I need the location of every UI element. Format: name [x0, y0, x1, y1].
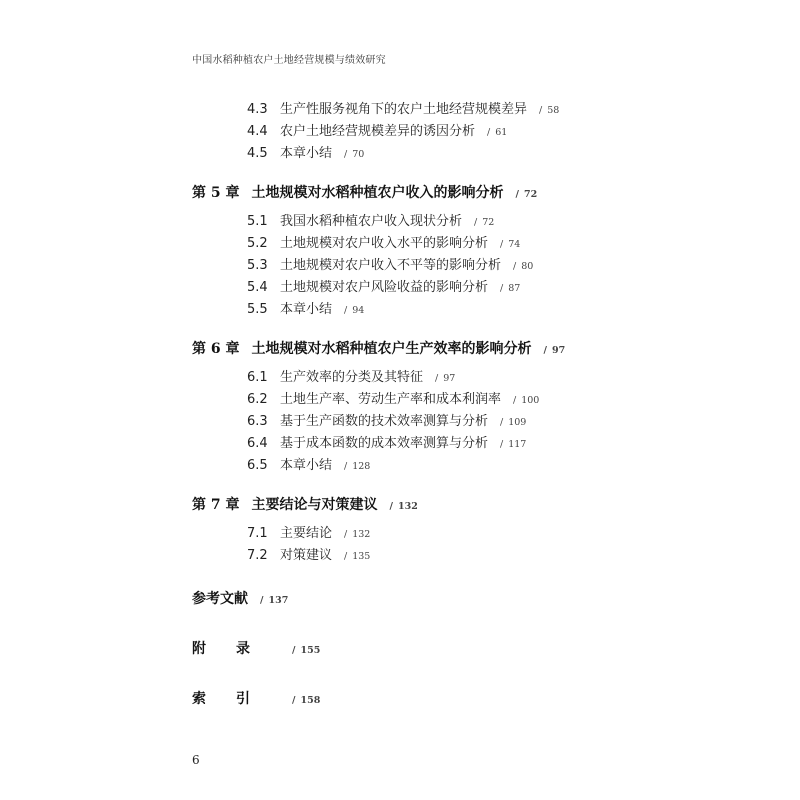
section-number: 7.1	[247, 526, 268, 541]
page-separator: /	[487, 127, 491, 138]
entry-page	[500, 239, 520, 250]
section-number: 4.4	[247, 124, 268, 139]
entry-page	[516, 189, 538, 200]
page-number-ref: 158	[300, 695, 321, 706]
toc-chapter-entry	[192, 184, 537, 204]
page-separator: /	[500, 439, 504, 450]
toc-chapter-entry	[192, 340, 565, 360]
page-separator: /	[435, 373, 439, 384]
entry-page	[260, 595, 288, 606]
toc-backmatter-entry	[192, 640, 320, 660]
entry-page	[292, 645, 320, 656]
section-number: 5.4	[247, 280, 268, 295]
toc-section-entry	[247, 257, 533, 276]
chapter-label: 第 6 章	[192, 341, 240, 357]
page-separator: /	[260, 595, 264, 606]
chapter-label: 第 7 章	[192, 497, 240, 513]
page-number-ref: 100	[521, 395, 540, 406]
page-number-ref: 128	[352, 461, 371, 472]
entry-page	[500, 283, 520, 294]
page-number-ref: 132	[352, 529, 371, 540]
page-separator: /	[513, 395, 517, 406]
page-number-ref: 58	[547, 105, 560, 116]
entry-title: 土地规模对农户收入不平等的影响分析	[280, 258, 502, 273]
toc-section-entry	[247, 413, 526, 432]
entry-title: 基于生产函数的技术效率测算与分析	[280, 414, 489, 429]
page-number-ref: 97	[551, 345, 566, 356]
entry-page	[390, 501, 418, 512]
toc-backmatter-entry	[192, 590, 288, 610]
page-separator: /	[344, 551, 348, 562]
entry-page	[344, 529, 370, 540]
toc-section-entry	[247, 145, 364, 164]
toc-section-entry	[247, 279, 520, 298]
entry-page	[344, 305, 364, 316]
section-number: 6.3	[247, 414, 268, 429]
page-number-ref: 74	[508, 239, 521, 250]
page-number-ref: 117	[508, 439, 527, 450]
page-number-ref: 80	[521, 261, 534, 272]
page-number-ref: 132	[397, 501, 418, 512]
entry-page	[513, 395, 539, 406]
page-number-ref: 61	[495, 127, 508, 138]
entry-title: 土地规模对农户风险收益的影响分析	[280, 280, 489, 295]
page-separator: /	[292, 645, 296, 656]
section-number: 4.3	[247, 102, 268, 117]
entry-title: 生产效率的分类及其特征	[280, 370, 424, 385]
page-number-ref: 70	[352, 149, 365, 160]
entry-page	[344, 149, 364, 160]
chapter-label: 第 5 章	[192, 185, 240, 201]
entry-page	[500, 439, 526, 450]
toc-section-entry	[247, 369, 455, 388]
entry-title: 主要结论	[280, 526, 333, 541]
entry-title: 土地生产率、劳动生产率和成本利润率	[280, 392, 502, 407]
section-number: 6.4	[247, 436, 268, 451]
section-number: 4.5	[247, 146, 268, 161]
entry-page	[544, 345, 566, 356]
toc-section-entry	[247, 235, 520, 254]
entry-title: 主要结论与对策建议	[251, 497, 378, 513]
running-head: 中国水稻种植农户土地经营规模与绩效研究	[192, 55, 386, 66]
section-number: 5.5	[247, 302, 268, 317]
page-separator: /	[500, 283, 504, 294]
page-number-ref: 87	[508, 283, 521, 294]
entry-title: 索引	[192, 691, 280, 707]
entry-page	[539, 105, 559, 116]
page-separator: /	[539, 105, 543, 116]
section-number: 5.2	[247, 236, 268, 251]
entry-title: 土地规模对水稻种植农户收入的影响分析	[251, 185, 504, 201]
page-number-ref: 109	[508, 417, 527, 428]
section-number: 5.1	[247, 214, 268, 229]
page-number-ref: 72	[482, 217, 495, 228]
entry-title: 本章小结	[280, 458, 333, 473]
page-number: 6	[192, 753, 200, 767]
entry-page	[513, 261, 533, 272]
page-separator: /	[344, 529, 348, 540]
entry-title: 农户土地经营规模差异的诱因分析	[280, 124, 476, 139]
toc-section-entry	[247, 123, 507, 142]
page-separator: /	[344, 149, 348, 160]
entry-title: 土地规模对农户收入水平的影响分析	[280, 236, 489, 251]
section-number: 6.1	[247, 370, 268, 385]
entry-title: 本章小结	[280, 146, 333, 161]
entry-page	[487, 127, 507, 138]
toc-section-entry	[247, 213, 494, 232]
toc-section-entry	[247, 435, 526, 454]
page-separator: /	[292, 695, 296, 706]
entry-title: 基于成本函数的成本效率测算与分析	[280, 436, 489, 451]
page-number-ref: 135	[352, 551, 371, 562]
page-separator: /	[513, 261, 517, 272]
entry-page	[500, 417, 526, 428]
toc-backmatter-entry	[192, 690, 320, 710]
page-number-ref: 72	[523, 189, 538, 200]
page-separator: /	[543, 345, 547, 356]
entry-title: 生产性服务视角下的农户土地经营规模差异	[280, 102, 528, 117]
entry-page	[292, 695, 320, 706]
page-separator: /	[344, 461, 348, 472]
toc-chapter-entry	[192, 496, 418, 516]
toc-section-entry	[247, 457, 370, 476]
entry-title: 我国水稻种植农户收入现状分析	[280, 214, 463, 229]
page-number-ref: 97	[443, 373, 456, 384]
toc-section-entry	[247, 391, 539, 410]
toc-section-entry	[247, 101, 559, 120]
page-separator: /	[389, 501, 393, 512]
page-number-ref: 155	[300, 645, 321, 656]
entry-title: 附录	[192, 641, 280, 657]
entry-page	[344, 461, 370, 472]
page-number-ref: 94	[352, 305, 365, 316]
entry-title: 参考文献	[192, 591, 248, 607]
page-number-ref: 137	[268, 595, 289, 606]
entry-title: 对策建议	[280, 548, 333, 563]
page-separator: /	[515, 189, 519, 200]
section-number: 5.3	[247, 258, 268, 273]
page-separator: /	[344, 305, 348, 316]
entry-page	[435, 373, 455, 384]
toc-section-entry	[247, 525, 370, 544]
entry-page	[344, 551, 370, 562]
page-separator: /	[500, 417, 504, 428]
section-number: 7.2	[247, 548, 268, 563]
toc-section-entry	[247, 301, 364, 320]
entry-page	[474, 217, 494, 228]
toc-section-entry	[247, 547, 370, 566]
page-separator: /	[474, 217, 478, 228]
section-number: 6.5	[247, 458, 268, 473]
page-separator: /	[500, 239, 504, 250]
entry-title: 本章小结	[280, 302, 333, 317]
entry-title: 土地规模对水稻种植农户生产效率的影响分析	[251, 341, 532, 357]
section-number: 6.2	[247, 392, 268, 407]
